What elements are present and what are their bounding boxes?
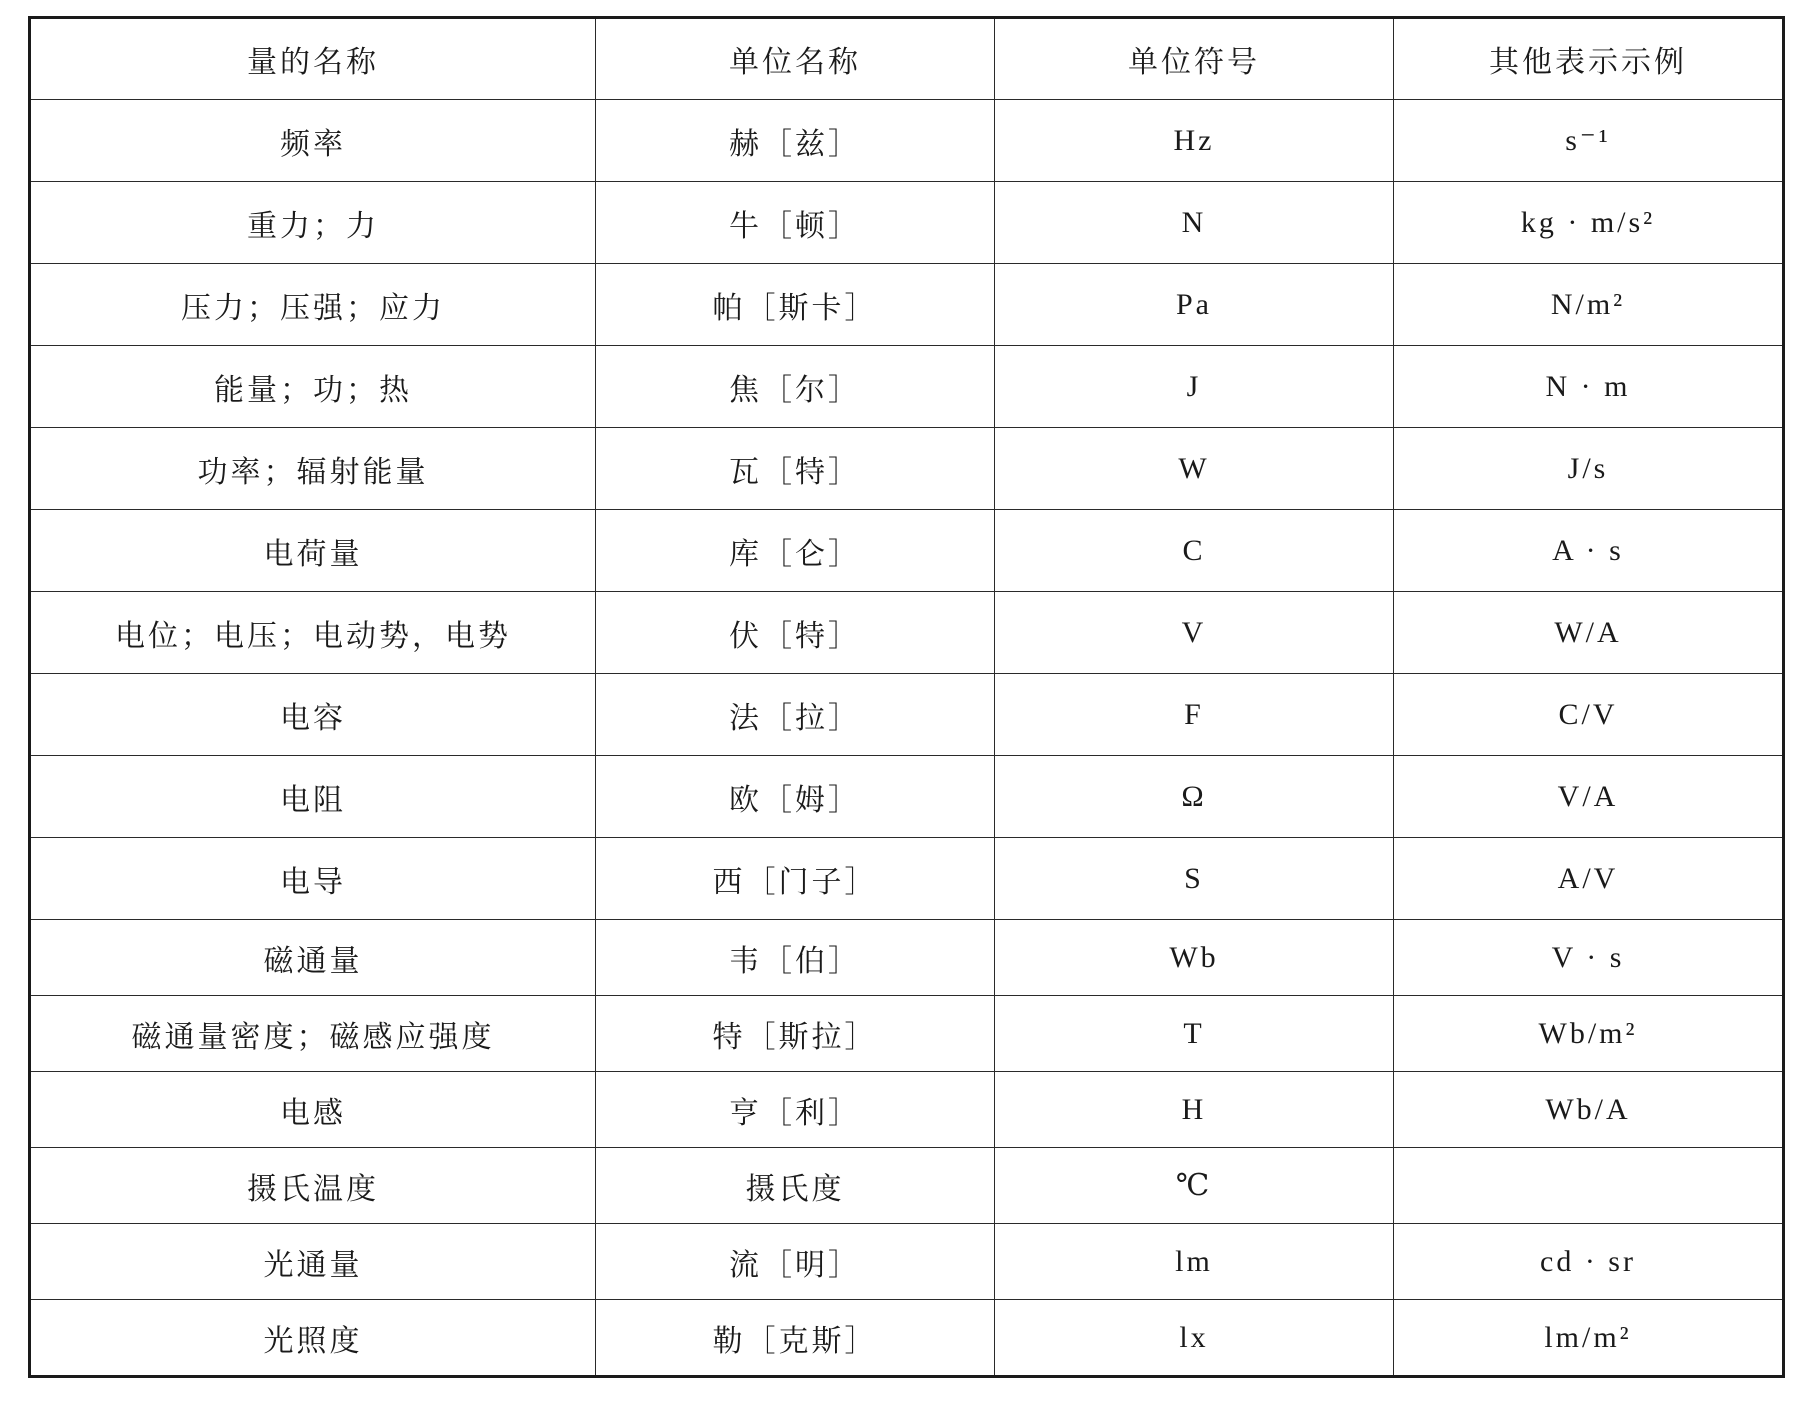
cell-unit-symbol: J xyxy=(995,346,1394,428)
cell-unit-symbol: C xyxy=(995,510,1394,592)
cell-quantity: 电容 xyxy=(30,674,596,756)
cell-other-example: A · s xyxy=(1394,510,1784,592)
table-row xyxy=(30,1300,1784,1377)
cell-other-example xyxy=(1394,1148,1784,1224)
table-row xyxy=(30,510,1784,592)
table-row xyxy=(30,346,1784,428)
cell-quantity: 电感 xyxy=(30,1072,596,1148)
cell-quantity: 能量；功；热 xyxy=(30,346,596,428)
cell-unit-name: 牛［顿］ xyxy=(596,182,995,264)
cell-quantity: 重力；力 xyxy=(30,182,596,264)
cell-unit-name: 勒［克斯］ xyxy=(596,1300,995,1377)
table-row xyxy=(30,1148,1784,1224)
cell-unit-name: 西［门子］ xyxy=(596,838,995,920)
cell-unit-name: 帕［斯卡］ xyxy=(596,264,995,346)
cell-unit-name: 伏［特］ xyxy=(596,592,995,674)
cell-unit-symbol: W xyxy=(995,428,1394,510)
cell-quantity: 电阻 xyxy=(30,756,596,838)
cell-unit-name: 摄氏度 xyxy=(596,1148,995,1224)
cell-other-example: Wb/A xyxy=(1394,1072,1784,1148)
cell-quantity: 磁通量密度；磁感应强度 xyxy=(30,996,596,1072)
cell-other-example: Wb/m² xyxy=(1394,996,1784,1072)
cell-unit-name: 欧［姆］ xyxy=(596,756,995,838)
cell-quantity: 功率；辐射能量 xyxy=(30,428,596,510)
cell-quantity: 电荷量 xyxy=(30,510,596,592)
cell-unit-name: 法［拉］ xyxy=(596,674,995,756)
cell-unit-symbol: F xyxy=(995,674,1394,756)
table-header-row xyxy=(30,18,1784,100)
table-row xyxy=(30,920,1784,996)
cell-quantity: 摄氏温度 xyxy=(30,1148,596,1224)
cell-unit-name: 瓦［特］ xyxy=(596,428,995,510)
cell-unit-symbol: Ω xyxy=(995,756,1394,838)
si-derived-units-table xyxy=(28,16,1785,1378)
cell-unit-symbol: Wb xyxy=(995,920,1394,996)
cell-unit-name: 流［明］ xyxy=(596,1224,995,1300)
cell-quantity: 电导 xyxy=(30,838,596,920)
cell-other-example: N · m xyxy=(1394,346,1784,428)
cell-unit-name: 特［斯拉］ xyxy=(596,996,995,1072)
cell-unit-symbol: Hz xyxy=(995,100,1394,182)
table-row xyxy=(30,756,1784,838)
cell-quantity: 光通量 xyxy=(30,1224,596,1300)
table-row xyxy=(30,674,1784,756)
cell-quantity: 压力；压强；应力 xyxy=(30,264,596,346)
cell-unit-name: 焦［尔］ xyxy=(596,346,995,428)
cell-quantity: 磁通量 xyxy=(30,920,596,996)
cell-unit-symbol: T xyxy=(995,996,1394,1072)
table-row xyxy=(30,996,1784,1072)
cell-other-example: C/V xyxy=(1394,674,1784,756)
cell-unit-name: 亨［利］ xyxy=(596,1072,995,1148)
cell-other-example: lm/m² xyxy=(1394,1300,1784,1377)
cell-other-example: V/A xyxy=(1394,756,1784,838)
cell-other-example: J/s xyxy=(1394,428,1784,510)
cell-quantity: 频率 xyxy=(30,100,596,182)
cell-other-example: N/m² xyxy=(1394,264,1784,346)
cell-other-example: W/A xyxy=(1394,592,1784,674)
header-unit-symbol: 单位符号 xyxy=(995,18,1394,100)
header-quantity-name: 量的名称 xyxy=(30,18,596,100)
cell-unit-symbol: S xyxy=(995,838,1394,920)
cell-unit-name: 韦［伯］ xyxy=(596,920,995,996)
cell-other-example: s⁻¹ xyxy=(1394,100,1784,182)
table-row xyxy=(30,264,1784,346)
header-other-examples: 其他表示示例 xyxy=(1394,18,1784,100)
cell-other-example: V · s xyxy=(1394,920,1784,996)
cell-unit-symbol: lm xyxy=(995,1224,1394,1300)
cell-unit-symbol: ℃ xyxy=(995,1148,1394,1224)
table-row xyxy=(30,1072,1784,1148)
cell-other-example: kg · m/s² xyxy=(1394,182,1784,264)
cell-unit-symbol: N xyxy=(995,182,1394,264)
table-row xyxy=(30,1224,1784,1300)
cell-quantity: 电位；电压；电动势，电势 xyxy=(30,592,596,674)
cell-unit-name: 赫［兹］ xyxy=(596,100,995,182)
cell-unit-symbol: Pa xyxy=(995,264,1394,346)
cell-other-example: A/V xyxy=(1394,838,1784,920)
table-row xyxy=(30,592,1784,674)
cell-quantity: 光照度 xyxy=(30,1300,596,1377)
table-row xyxy=(30,182,1784,264)
table-row xyxy=(30,428,1784,510)
cell-unit-name: 库［仑］ xyxy=(596,510,995,592)
table-row xyxy=(30,838,1784,920)
cell-unit-symbol: H xyxy=(995,1072,1394,1148)
table-row xyxy=(30,100,1784,182)
cell-unit-symbol: lx xyxy=(995,1300,1394,1377)
cell-unit-symbol: V xyxy=(995,592,1394,674)
cell-other-example: cd · sr xyxy=(1394,1224,1784,1300)
header-unit-name: 单位名称 xyxy=(596,18,995,100)
